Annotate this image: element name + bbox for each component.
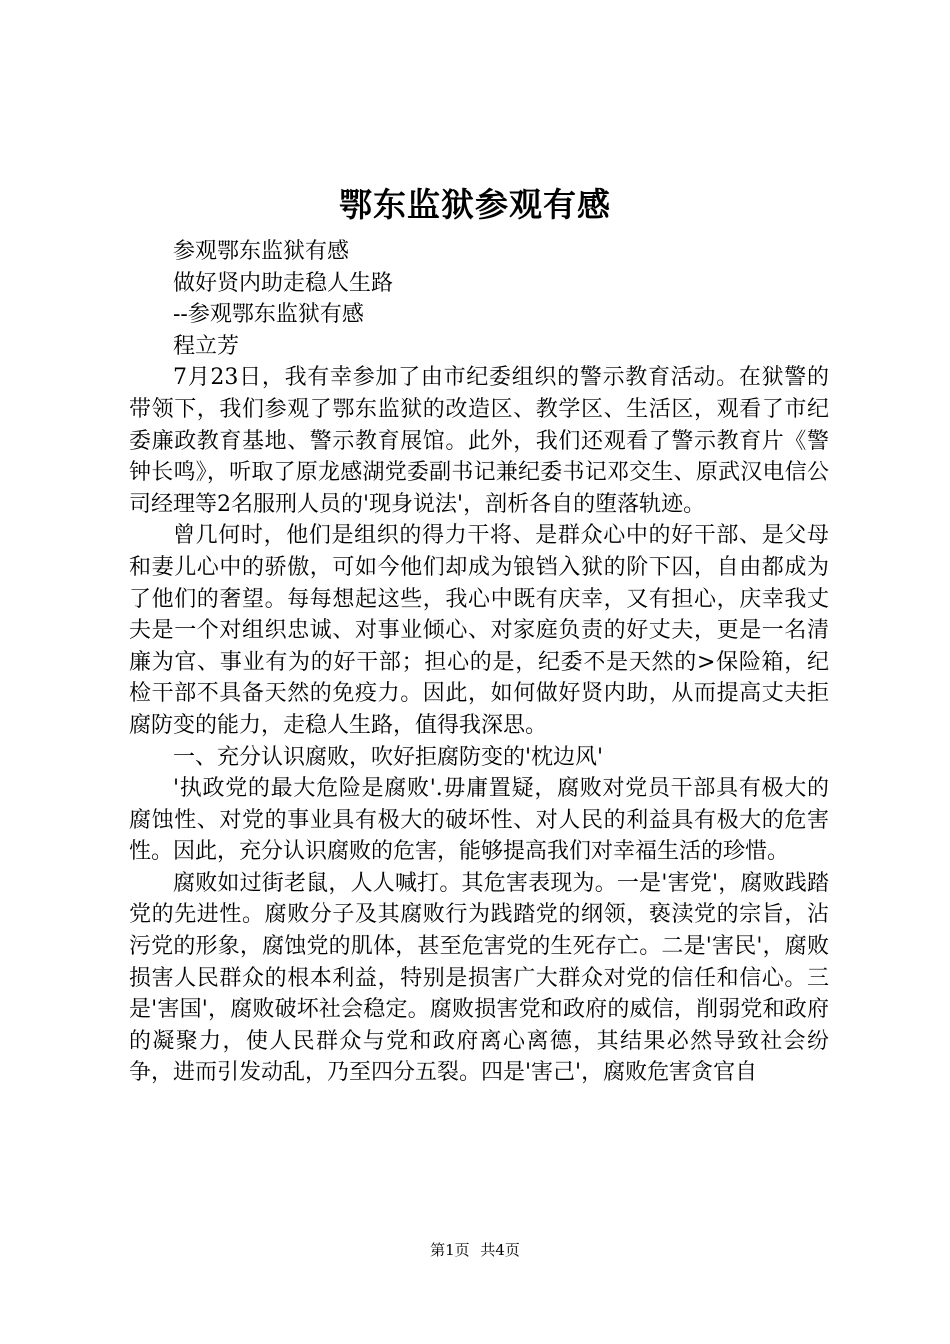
page-footer	[0, 1240, 950, 1260]
document-title: 鄂东监狱参观有感	[339, 185, 611, 224]
author-line: 程立芳	[173, 333, 240, 359]
section-heading: 一、充分认识腐败，吹好拒腐防变的'枕边风'	[173, 744, 604, 770]
paragraph: 曾几何时，他们是组织的得力干将、是群众心中的好干部、是父母和妻儿心中的骄傲，可如今他们却成为锒铛入狱的阶下囚，自由都成为了他们的奢望。每每想起这些，我心中既有庆幸，又有担心，庆幸我丈夫是一个对组织忠诚、对事业倾心、对家庭负责的好丈夫，更是一名清廉为官、事业有为的好干部；担心的是，纪委不是天然的>保险箱，纪检干部不具备天然的免疫力。因此，如何做好贤内助，从而提高丈夫拒腐防变的能力，走稳人生路，值得我深思。	[129, 523, 829, 738]
page-total: 共4页	[480, 1241, 520, 1259]
page-number: 第1页	[430, 1241, 470, 1259]
paragraph: 参观鄂东监狱有感	[173, 239, 350, 264]
paragraph: 7月23日，我有幸参加了由市纪委组织的警示教育活动。在狱警的带领下，我们参观了鄂东监狱的改造区、教学区、生活区，观看了市纪委廉政教育基地、警示教育展馆。此外，我们还观看了警示教育片《警钟长鸣》，听取了原龙感湖党委副书记兼纪委书记邓交生、原武汉电信公司经理等2名服刑人员的'现身说法'，剖析各自的堕落轨迹。	[129, 365, 829, 517]
paragraph: 做好贤内助走稳人生路	[173, 270, 394, 296]
document-body	[129, 236, 829, 1089]
paragraph: '执政党的最大危险是腐败'.毋庸置疑，腐败对党员干部具有极大的腐蚀性、对党的事业具有极大的破坏性、对人民的利益具有极大的危害性。因此，充分认识腐败的危害，能够提高我们对幸福生活的珍惜。	[129, 776, 829, 865]
paragraph: 腐败如过街老鼠，人人喊打。其危害表现为。一是'害党'，腐败践踏党的先进性。腐败分子及其腐败行为践踏党的纲领，亵渎党的宗旨，沾污党的形象，腐蚀党的肌体，甚至危害党的生死存亡。二是'害民'，腐败损害人民群众的根本利益，特别是损害广大群众对党的信任和信心。三是'害国'，腐败破坏社会稳定。腐败损害党和政府的威信，削弱党和政府的凝聚力，使人民群众与党和政府离心离德，其结果必然导致社会纷争，进而引发动乱，乃至四分五裂。四是'害己'，腐败危害贪官自	[129, 870, 829, 1086]
paragraph: --参观鄂东监狱有感	[173, 302, 364, 328]
